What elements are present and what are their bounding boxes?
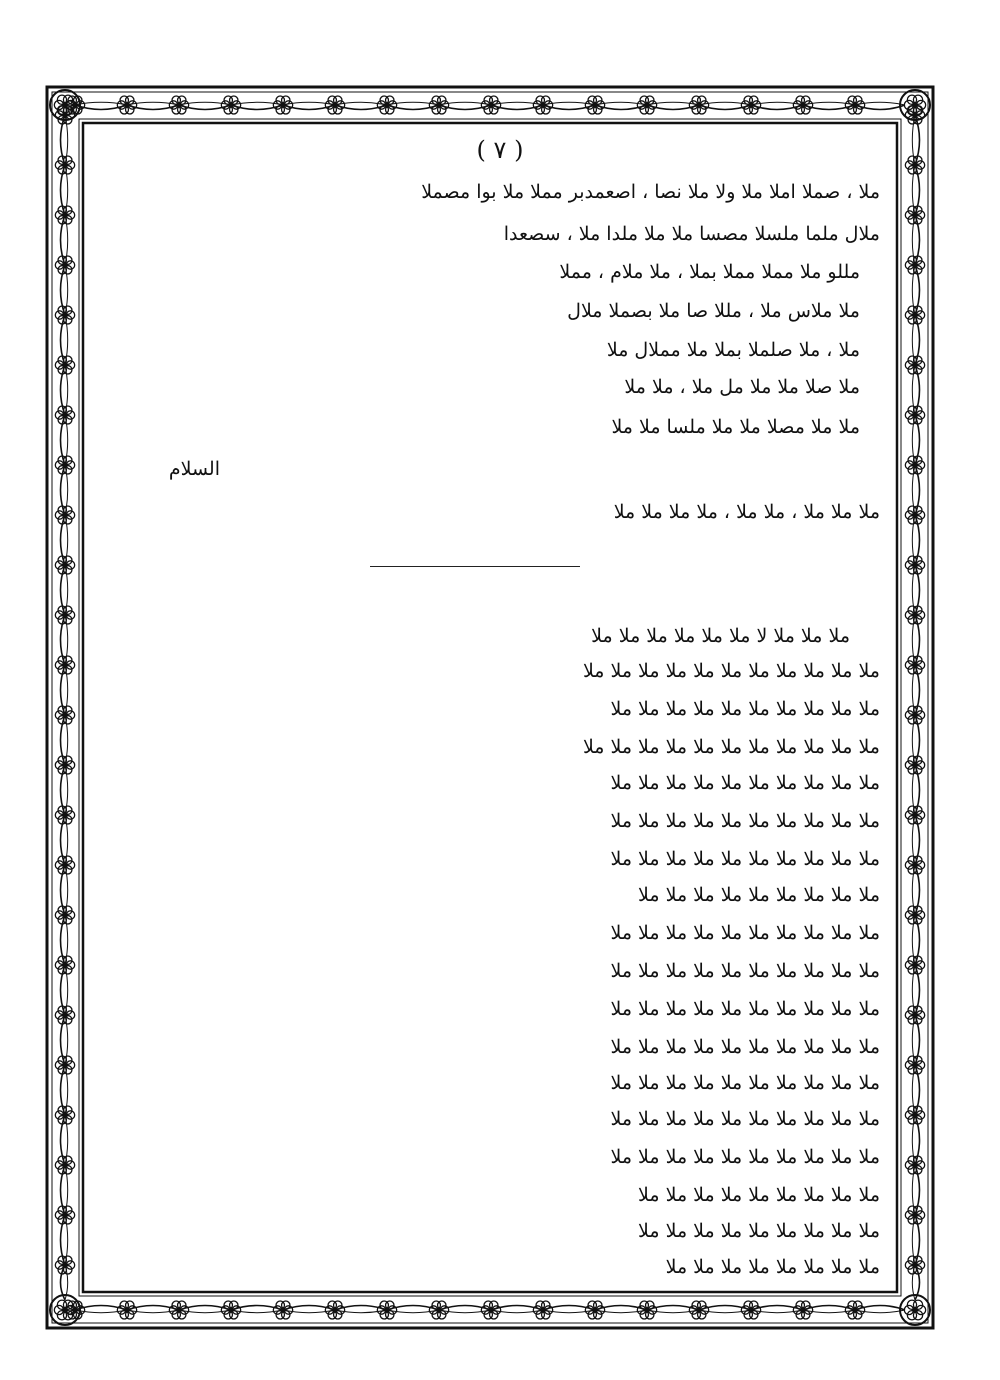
flower-icon xyxy=(55,756,74,774)
flower-icon xyxy=(905,406,924,424)
flower-icon xyxy=(55,606,74,624)
flower-icon xyxy=(55,1206,74,1224)
flower-icon xyxy=(55,806,74,824)
flower-icon xyxy=(55,1006,74,1024)
flower-icon xyxy=(273,1301,292,1319)
flower-icon xyxy=(905,1106,924,1124)
flower-icon xyxy=(55,306,74,324)
prose-line: ملا ملا ملا ملا ملا ملا ملا ملا ملا ملا xyxy=(610,1108,880,1130)
flower-icon xyxy=(905,206,924,224)
verse-line: السلام xyxy=(168,458,220,480)
flower-icon xyxy=(169,96,188,114)
flower-icon xyxy=(904,95,925,115)
flower-icon xyxy=(55,456,74,474)
prose-line: ملا ملا ملا ملا ملا ملا ملا ملا ملا ملا ملا xyxy=(582,660,880,682)
flower-icon xyxy=(55,206,74,224)
prose-line: ملا ملا ملا ملا ملا ملا ملا ملا ملا ملا xyxy=(610,998,880,1020)
flower-icon xyxy=(905,856,924,874)
flower-icon xyxy=(905,806,924,824)
flower-icon xyxy=(905,506,924,524)
flower-icon xyxy=(905,256,924,274)
flower-icon xyxy=(481,96,500,114)
prose-line: ملا ملا ملا ملا ملا ملا ملا ملا ملا ملا xyxy=(610,1072,880,1094)
flower-icon xyxy=(117,1301,136,1319)
prose-line: ملا ملا ملا لا ملا ملا ملا ملا ملا ملا xyxy=(591,625,850,647)
flower-icon xyxy=(377,96,396,114)
flower-icon xyxy=(55,1256,74,1274)
flower-icon xyxy=(905,1056,924,1074)
prose-line: ملا ملا ملا ملا ملا ملا ملا ملا ملا ملا xyxy=(610,960,880,982)
verse-line: ملا صلا ملا ملا مل ملا ، ملا ملا xyxy=(624,376,860,398)
flower-icon xyxy=(221,96,240,114)
flower-icon xyxy=(741,1301,760,1319)
flower-icon xyxy=(55,406,74,424)
verse-line: ملا ملاس ملا ، مللا صا ملا بصملا ملال xyxy=(567,300,860,322)
flower-icon xyxy=(55,906,74,924)
flower-icon xyxy=(905,656,924,674)
flower-icon xyxy=(55,1156,74,1174)
verse-line: مللو ملا مملا مملا بملا ، ملا ملام ، مملا xyxy=(559,261,860,283)
verse-line: ملا ملا مصلا ملا ملا ملسا ملا ملا xyxy=(611,416,860,438)
page-number: ( ٧ ) xyxy=(476,136,524,164)
prose-line: ملا ملا ملا ملا ملا ملا ملا ملا ملا ملا xyxy=(610,772,880,794)
flower-icon xyxy=(325,1301,344,1319)
flower-icon xyxy=(905,706,924,724)
flower-icon xyxy=(481,1301,500,1319)
flower-icon xyxy=(905,606,924,624)
prose-line: ملا ملا ملا ملا ملا ملا ملا ملا ملا ملا ملا xyxy=(582,736,880,758)
prose-line: ملا ملا ملا ملا ملا ملا ملا ملا ملا ملا xyxy=(610,698,880,720)
verse-line: ملا ، صملا املا ملا ولا ملا نصا ، اصعمدبر مملا ملا بوا مصملا xyxy=(421,181,880,203)
flower-icon xyxy=(377,1301,396,1319)
prose-line: ملا ملا ملا ملا ملا ملا ملا ملا ملا xyxy=(638,1184,880,1206)
flower-icon xyxy=(55,506,74,524)
prose-line: ملا ملا ملا ملا ملا ملا ملا ملا ملا ملا xyxy=(610,810,880,832)
flower-icon xyxy=(637,1301,656,1319)
flower-icon xyxy=(169,1301,188,1319)
flower-icon xyxy=(905,1256,924,1274)
flower-icon xyxy=(585,1301,604,1319)
prose-line: ملا ملا ملا ملا ملا ملا ملا ملا ملا xyxy=(638,1220,880,1242)
flower-icon xyxy=(793,1301,812,1319)
flower-icon xyxy=(905,956,924,974)
flower-icon xyxy=(55,856,74,874)
flower-icon xyxy=(905,1156,924,1174)
flower-icon xyxy=(533,1301,552,1319)
flower-icon xyxy=(905,306,924,324)
flower-icon xyxy=(273,96,292,114)
flower-icon xyxy=(55,956,74,974)
flower-icon xyxy=(429,1301,448,1319)
flower-icon xyxy=(533,96,552,114)
flower-icon xyxy=(585,96,604,114)
flower-icon xyxy=(221,1301,240,1319)
prose-line: ملا ملا ملا ملا ملا ملا ملا ملا xyxy=(665,1256,880,1278)
flower-icon xyxy=(55,1106,74,1124)
verse-line: ملا ، ملا صلملا بملا ملا مملال ملا xyxy=(606,339,860,361)
verse-line: ملال ملما ملسلا مصسا ملا ملا ملدا ملا ، سصعدا xyxy=(503,223,880,245)
flower-icon xyxy=(793,96,812,114)
flower-icon xyxy=(325,96,344,114)
flower-icon xyxy=(689,1301,708,1319)
prose-line: ملا ملا ملا ملا ملا ملا ملا ملا ملا ملا xyxy=(610,1036,880,1058)
flower-icon xyxy=(429,96,448,114)
flower-icon xyxy=(637,96,656,114)
flower-icon xyxy=(905,556,924,574)
flower-icon xyxy=(905,356,924,374)
prose-line: ملا ملا ملا ملا ملا ملا ملا ملا ملا ملا xyxy=(610,848,880,870)
prose-line: ملا ملا ملا ملا ملا ملا ملا ملا ملا xyxy=(638,884,880,906)
flower-icon xyxy=(905,756,924,774)
verse-line: ملا ملا ملا ، ملا ملا ، ملا ملا ملا ملا xyxy=(613,501,880,523)
flower-icon xyxy=(55,1056,74,1074)
flower-icon xyxy=(905,1206,924,1224)
flower-icon xyxy=(55,656,74,674)
prose-line: ملا ملا ملا ملا ملا ملا ملا ملا ملا ملا xyxy=(610,1146,880,1168)
flower-icon xyxy=(55,556,74,574)
flower-icon xyxy=(905,1006,924,1024)
flower-icon xyxy=(55,356,74,374)
flower-icon xyxy=(117,96,136,114)
prose-line: ملا ملا ملا ملا ملا ملا ملا ملا ملا ملا xyxy=(610,922,880,944)
flower-icon xyxy=(741,96,760,114)
section-divider xyxy=(370,566,580,567)
flower-icon xyxy=(905,456,924,474)
flower-icon xyxy=(55,706,74,724)
flower-icon xyxy=(905,906,924,924)
flower-icon xyxy=(845,96,864,114)
flower-icon xyxy=(904,1300,925,1320)
flower-icon xyxy=(689,96,708,114)
flower-icon xyxy=(845,1301,864,1319)
flower-icon xyxy=(55,256,74,274)
